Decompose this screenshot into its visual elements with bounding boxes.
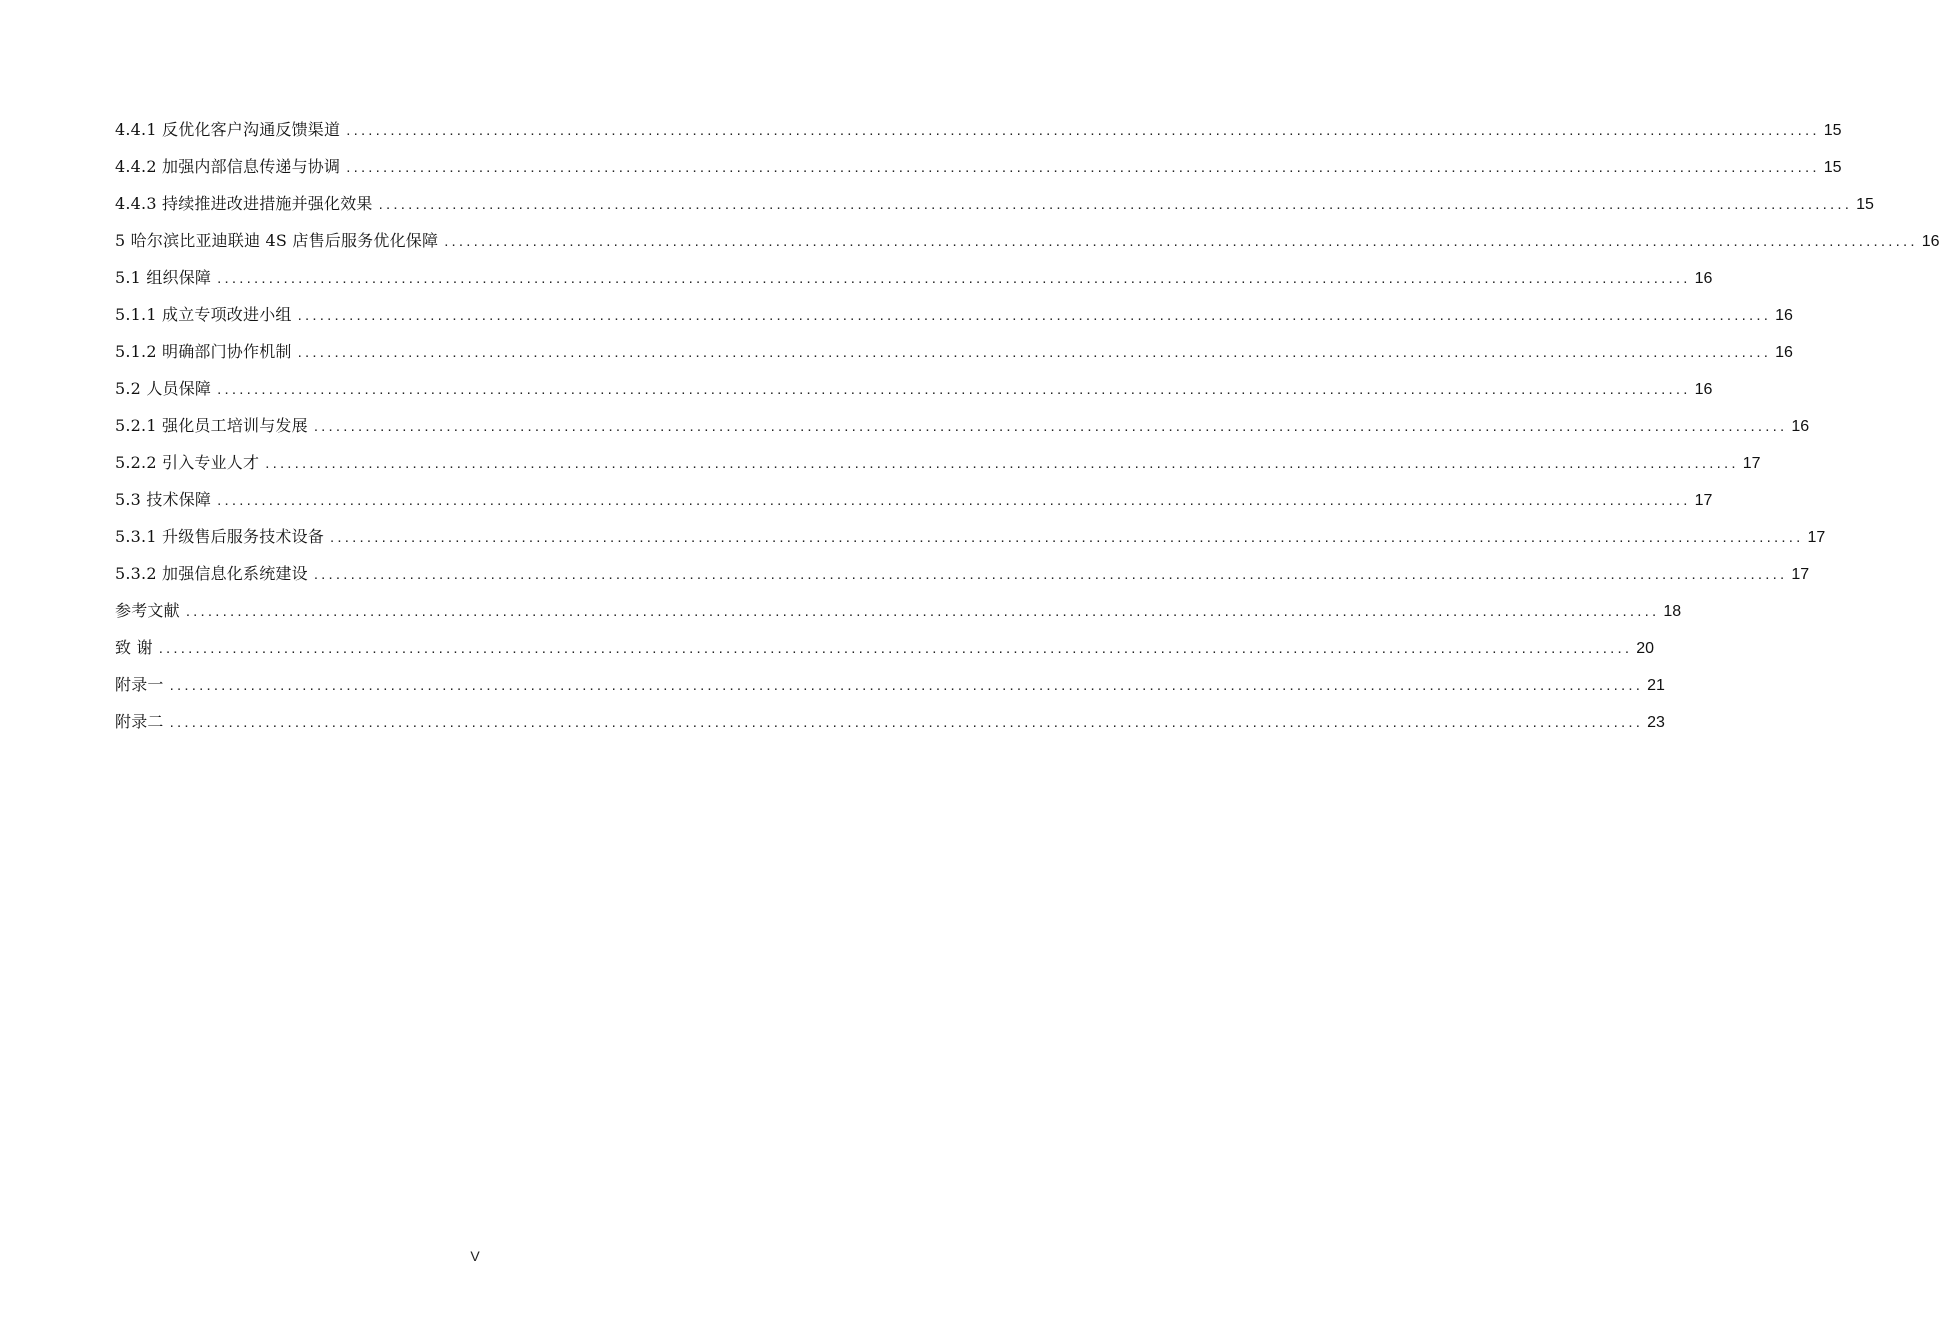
toc-dot-leader: ........................................................................................................................................................................................................ bbox=[297, 344, 1772, 361]
toc-entry[interactable] bbox=[115, 710, 1665, 747]
toc-entry-title: 5.1.2 明确部门协作机制 bbox=[115, 342, 292, 361]
toc-entry[interactable] bbox=[115, 525, 1826, 562]
toc-entry-page: 16 bbox=[1694, 381, 1713, 398]
toc-dot-leader: ........................................................................................................................................................................................................ bbox=[169, 677, 1644, 694]
toc-dot-leader: ........................................................................................................................................................................................................ bbox=[313, 418, 1788, 435]
toc-entry[interactable] bbox=[115, 636, 1654, 673]
toc-entry[interactable] bbox=[115, 266, 1713, 303]
toc-entry[interactable] bbox=[115, 377, 1713, 414]
toc-entry[interactable] bbox=[115, 303, 1793, 340]
toc-entry-title: 4.4.2 加强内部信息传递与协调 bbox=[115, 157, 341, 176]
toc-dot-leader: ........................................................................................................................................................................................................ bbox=[185, 603, 1660, 620]
toc-entry[interactable] bbox=[115, 414, 1810, 451]
toc-entry[interactable] bbox=[115, 451, 1761, 488]
toc-entry[interactable] bbox=[115, 562, 1810, 599]
toc-dot-leader: ........................................................................................................................................................................................................ bbox=[297, 307, 1772, 324]
toc-entry[interactable] bbox=[115, 118, 1842, 155]
toc-entry-title: 5.1 组织保障 bbox=[115, 268, 212, 287]
toc-entry-page: 16 bbox=[1694, 270, 1713, 287]
toc-entry[interactable] bbox=[115, 340, 1793, 377]
toc-entry-title: 5.1.1 成立专项改进小组 bbox=[115, 305, 292, 324]
toc-entry-page: 15 bbox=[1823, 122, 1842, 139]
toc-entry-page: 15 bbox=[1823, 159, 1842, 176]
toc-entry-page: 15 bbox=[1856, 196, 1874, 213]
toc-entry-page: 17 bbox=[1791, 566, 1810, 583]
toc-entry[interactable] bbox=[115, 229, 1939, 266]
toc-entry[interactable] bbox=[115, 155, 1842, 192]
toc-entry-page: 21 bbox=[1647, 677, 1665, 694]
toc-entry-title: 5.3.2 加强信息化系统建设 bbox=[115, 564, 308, 583]
toc-dot-leader: ........................................................................................................................................................................................................ bbox=[158, 640, 1633, 657]
toc-dot-leader: ........................................................................................................................................................................................................ bbox=[330, 529, 1804, 546]
toc-entry-page: 16 bbox=[1791, 418, 1810, 435]
toc-dot-leader: ........................................................................................................................................................................................................ bbox=[217, 492, 1691, 509]
toc-dot-leader: ........................................................................................................................................................................................................ bbox=[444, 233, 1918, 250]
toc-entry-page: 16 bbox=[1775, 344, 1793, 361]
toc-entry-title: 5.3.1 升级售后服务技术设备 bbox=[115, 527, 324, 546]
toc-dot-leader: ........................................................................................................................................................................................................ bbox=[346, 159, 1820, 176]
toc-entry-page: 16 bbox=[1921, 233, 1939, 250]
toc-entry-page: 17 bbox=[1694, 492, 1713, 509]
toc-entry-title: 5.2.1 强化员工培训与发展 bbox=[115, 416, 308, 435]
toc-entry[interactable] bbox=[115, 599, 1682, 636]
toc-entry-page: 20 bbox=[1636, 640, 1654, 657]
toc-entry-title: 致 谢 bbox=[115, 638, 153, 657]
toc-dot-leader: ........................................................................................................................................................................................................ bbox=[346, 122, 1820, 139]
toc-dot-leader: ........................................................................................................................................................................................................ bbox=[217, 381, 1691, 398]
toc-dot-leader: ........................................................................................................................................................................................................ bbox=[378, 196, 1853, 213]
toc-entry-title: 5.2.2 引入专业人才 bbox=[115, 453, 260, 472]
toc-entry-page: 18 bbox=[1663, 603, 1682, 620]
toc-entry-title: 附录二 bbox=[115, 712, 164, 731]
toc-entry-page: 23 bbox=[1647, 714, 1665, 731]
table-of-contents bbox=[115, 118, 1939, 747]
toc-entry-page: 17 bbox=[1742, 455, 1761, 472]
toc-entry-title: 4.4.3 持续推进改进措施并强化效果 bbox=[115, 194, 373, 213]
toc-entry-title: 5.3 技术保障 bbox=[115, 490, 212, 509]
toc-entry-page: 16 bbox=[1775, 307, 1793, 324]
toc-entry-title: 4.4.1 反优化客户沟通反馈渠道 bbox=[115, 120, 341, 139]
toc-dot-leader: ........................................................................................................................................................................................................ bbox=[313, 566, 1788, 583]
toc-entry[interactable] bbox=[115, 488, 1713, 525]
toc-entry-title: 5.2 人员保障 bbox=[115, 379, 212, 398]
page-number: V bbox=[470, 1248, 480, 1264]
toc-entry-page: 17 bbox=[1807, 529, 1826, 546]
toc-entry-title: 参考文献 bbox=[115, 601, 180, 620]
toc-dot-leader: ........................................................................................................................................................................................................ bbox=[217, 270, 1691, 287]
toc-entry-title: 5 哈尔滨比亚迪联迪 4S 店售后服务优化保障 bbox=[115, 231, 439, 250]
toc-entry-title: 附录一 bbox=[115, 675, 164, 694]
toc-entry[interactable] bbox=[115, 673, 1665, 710]
toc-entry[interactable] bbox=[115, 192, 1874, 229]
toc-dot-leader: ........................................................................................................................................................................................................ bbox=[265, 455, 1739, 472]
toc-dot-leader: ........................................................................................................................................................................................................ bbox=[169, 714, 1644, 731]
